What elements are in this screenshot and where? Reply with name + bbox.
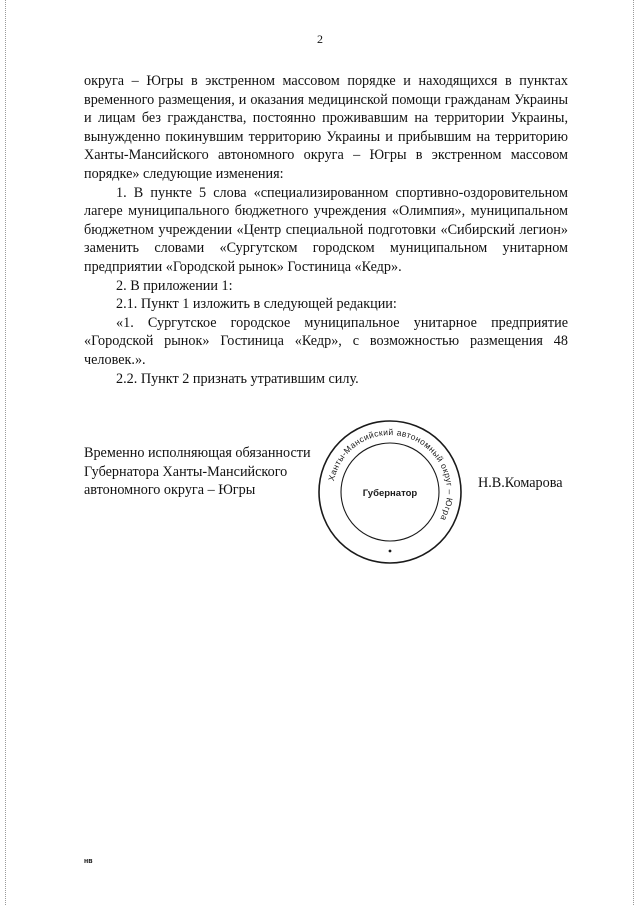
signer-name: Н.В.Комарова xyxy=(478,475,563,491)
paragraph-continuation: округа – Югры в экстренном массовом порядке и находящихся в пунктах временного размещения, и оказания медицинской помощи гражданам Украины и лицам без гражданства, постоянно проживавшим на территории Украины, вынужденно покинувшим территорию Украины и прибывшим на территорию Ханты-Мансийского автономного округа – Югры в экстренном массовом порядке» следующие изменения: xyxy=(84,73,568,182)
signature-title-line-2: Губернатора Ханты-Мансийского xyxy=(84,463,288,480)
signature-title-line-3: автономного округа – Югры xyxy=(84,482,256,499)
right-scan-edge xyxy=(633,0,634,905)
seal-dot-icon xyxy=(389,550,392,553)
paragraph-item-2: 2. В приложении 1: xyxy=(116,277,233,294)
paragraph-item-2-1: 2.1. Пункт 1 изложить в следующей редакции: xyxy=(116,296,397,313)
paragraph-item-2-2: 2.2. Пункт 2 признать утратившим силу. xyxy=(116,370,359,387)
seal-center-text: Губернатор xyxy=(362,488,418,499)
left-scan-edge xyxy=(5,0,6,905)
footer-initials: нв xyxy=(84,858,93,865)
seal-ring-text: Ханты-Мансийский автономный округ – Югра xyxy=(326,426,456,523)
paragraph-quoted-item: «1. Сургутское городское муниципальное унитарное предприятие «Городской рынок» Гостиница «Кедр», с возможностью размещения 48 человек.». xyxy=(84,314,568,368)
official-seal xyxy=(315,417,465,567)
page-number: 2 xyxy=(317,32,323,46)
paragraph-item-1: 1. В пункте 5 слова «специализированном спортивно-оздоровительном лагере муниципального бюджетного учреждения «Олимпия», муниципальном бюджетном учреждении «Центр специальной подготовки «Сибирский легион» заменить словами «Сургутском городском муниципальном унитарном предприятии «Городской рынок» Гостиница «Кедр». xyxy=(84,184,568,275)
signature-title-line-1: Временно исполняющая обязанности xyxy=(84,445,311,461)
signature-block xyxy=(84,444,311,500)
document-body xyxy=(84,72,568,388)
